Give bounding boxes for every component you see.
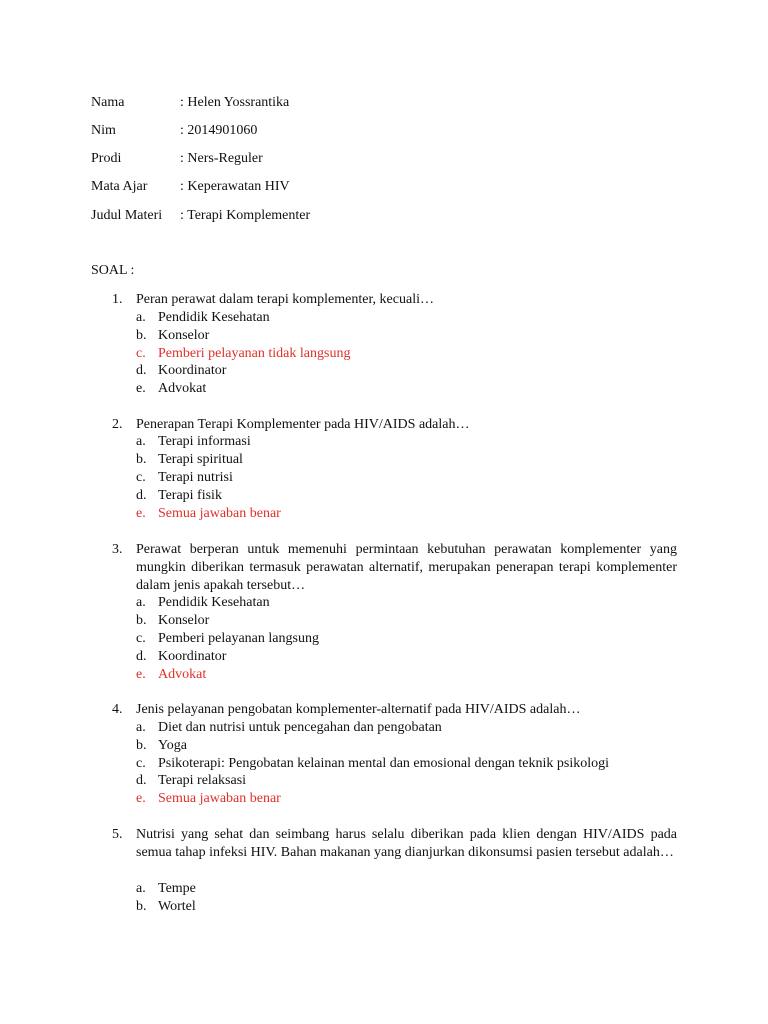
option-letter: a. (136, 720, 146, 735)
option-letter: c. (136, 631, 146, 646)
option-letter: e. (136, 506, 146, 521)
info-value: : Helen Yossrantika (180, 95, 290, 110)
option-text: Advokat (158, 667, 207, 682)
option-text: Pemberi pelayanan langsung (158, 631, 319, 646)
option-text: Koordinator (158, 363, 227, 378)
info-row-nim (91, 122, 257, 140)
question-text: Jenis pelayanan pengobatan komplementer-alternatif pada HIV/AIDS adalah… (136, 702, 581, 717)
question-number: 2. (112, 417, 123, 432)
option-letter: b. (136, 452, 147, 467)
option-letter: e. (136, 791, 146, 806)
info-row-nama (91, 94, 289, 112)
soal-heading: SOAL : (91, 263, 135, 278)
question-text: Nutrisi yang sehat dan seimbang harus selalu diberikan pada klien dengan HIV/AIDS pada semua tahap infeksi HIV. Bahan makanan yang dianjurkan dikonsumsi pasien tersebut adalah… (136, 827, 677, 860)
option-text: Terapi fisik (158, 488, 222, 503)
info-label: Prodi (91, 151, 122, 166)
info-label: Judul Materi (91, 208, 163, 223)
option-letter: a. (136, 595, 146, 610)
info-label: Nim (91, 123, 116, 138)
option-text: Tempe (158, 881, 196, 896)
option-letter: d. (136, 363, 147, 378)
option-text: Wortel (158, 899, 196, 914)
question-text: Peran perawat dalam terapi komplementer, kecuali… (136, 292, 434, 307)
option-text: Konselor (158, 328, 210, 343)
info-row-judul-materi (91, 207, 310, 225)
option-letter: a. (136, 310, 146, 325)
info-value: : Terapi Komplementer (180, 208, 311, 223)
info-value: : Keperawatan HIV (180, 179, 290, 194)
option-letter: c. (136, 470, 146, 485)
option-text: Psikoterapi: Pengobatan kelainan mental dan emosional dengan teknik psikologi (158, 756, 610, 771)
option-text: Advokat (158, 381, 207, 396)
question-number: 5. (112, 827, 123, 842)
option-letter: d. (136, 773, 147, 788)
option-letter: e. (136, 667, 146, 682)
question-number: 1. (112, 292, 123, 307)
option-text: Diet dan nutrisi untuk pencegahan dan pengobatan (158, 720, 442, 735)
option-letter: a. (136, 881, 146, 896)
option-text: Terapi relaksasi (158, 773, 247, 788)
option-text: Konselor (158, 613, 210, 628)
question-text: Penerapan Terapi Komplementer pada HIV/AIDS adalah… (136, 417, 470, 432)
option-text: Semua jawaban benar (158, 791, 281, 806)
info-row-mata-ajar (91, 178, 290, 196)
question-number: 3. (112, 542, 123, 557)
option-text: Terapi informasi (158, 434, 251, 449)
option-text: Pendidik Kesehatan (158, 310, 270, 325)
option-text: Yoga (158, 738, 187, 753)
info-value: : Ners-Reguler (180, 151, 263, 166)
option-letter: a. (136, 434, 146, 449)
option-letter: b. (136, 613, 147, 628)
option-text: Koordinator (158, 649, 227, 664)
option-letter: e. (136, 381, 146, 396)
question-text: Perawat berperan untuk memenuhi permintaan kebutuhan perawatan komplementer yang mungkin diberikan termasuk perawatan alternatif, merupakan penerapan terapi komplementer dalam jenis apakah tersebut… (136, 542, 677, 593)
option-letter: d. (136, 649, 147, 664)
info-row-prodi (91, 150, 263, 168)
info-label: Mata Ajar (91, 179, 148, 194)
option-text: Terapi spiritual (158, 452, 243, 467)
info-label: Nama (91, 95, 125, 110)
option-letter: c. (136, 346, 146, 361)
option-letter: b. (136, 738, 147, 753)
info-value: : 2014901060 (180, 123, 258, 138)
option-letter: c. (136, 756, 146, 771)
option-letter: d. (136, 488, 147, 503)
option-text: Pendidik Kesehatan (158, 595, 270, 610)
question-number: 4. (112, 702, 123, 717)
option-letter: b. (136, 328, 147, 343)
option-text: Semua jawaban benar (158, 506, 281, 521)
option-text: Terapi nutrisi (158, 470, 233, 485)
option-text: Pemberi pelayanan tidak langsung (158, 346, 351, 361)
option-letter: b. (136, 899, 147, 914)
